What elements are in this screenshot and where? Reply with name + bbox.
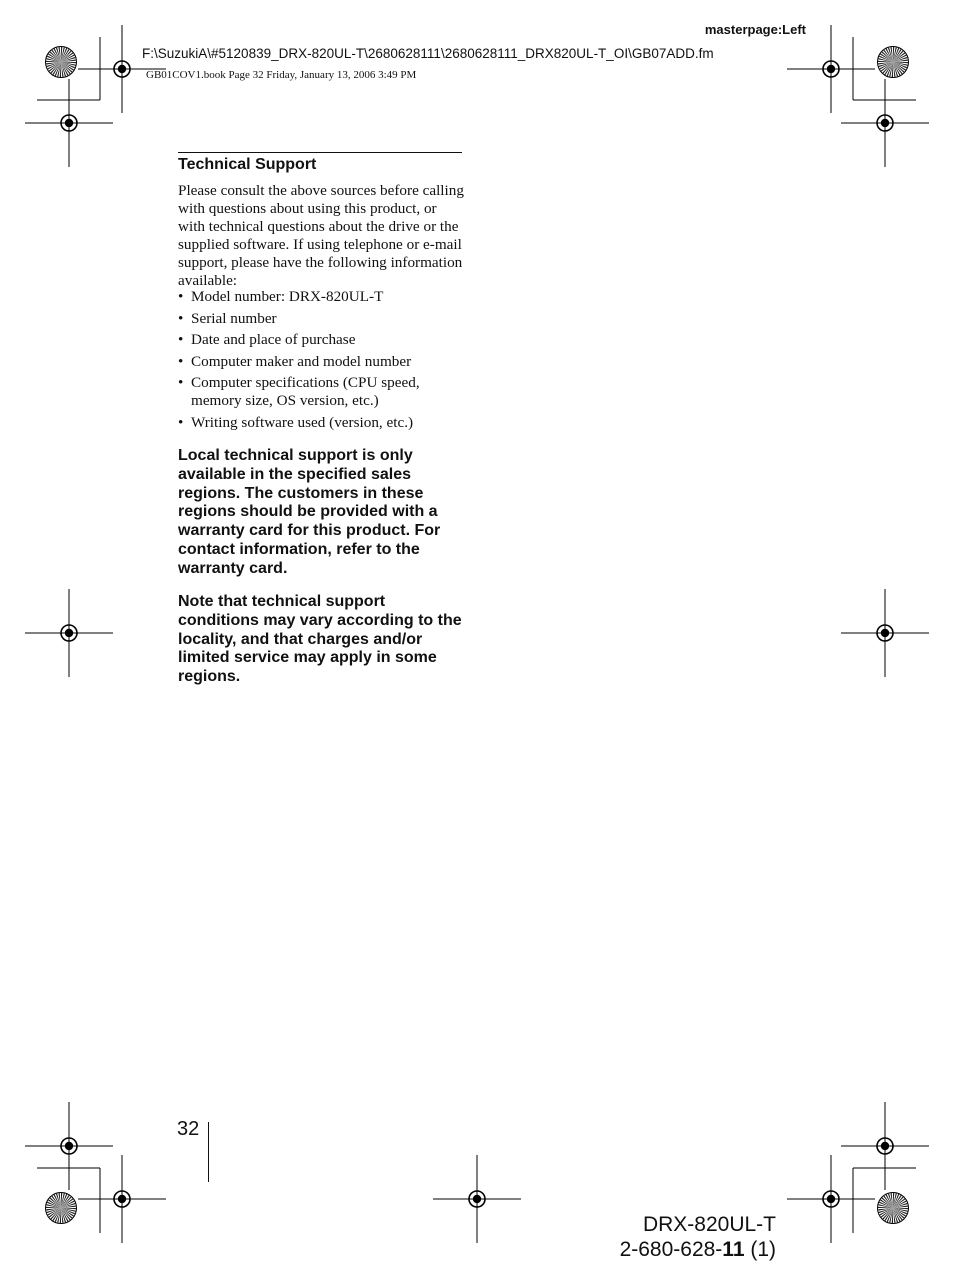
star-target-mark [878,47,909,78]
part-number [620,1237,776,1262]
registration-mark [433,1155,521,1243]
list-item: • Date and place of purchase [178,331,468,349]
section-rule [178,152,462,153]
file-path: F:\SuzukiA\#5120839_DRX-820UL-T\2680628111\2680628111_DRX820UL-T_OI\GB07ADD.fm [142,46,714,61]
model-name: DRX-820UL-T [642,1213,776,1236]
star-target-mark [46,47,77,78]
part-number-suffix: (1) [744,1238,776,1261]
list-item: • Serial number [178,310,468,328]
section-title: Technical Support [178,156,317,173]
model-block [620,1212,776,1262]
registration-mark [841,589,929,677]
local-support-note: Local technical support is only available in the specified sales regions. The customers in these regions should be provided with a warranty card for this product. For contact information, refer to the warranty card. [178,447,441,577]
registration-mark [841,1102,929,1190]
list-item: • Computer maker and model number [178,353,468,371]
registration-mark [841,79,929,167]
list-item: • Computer specifications (CPU speed, memory size, OS version, etc.) [178,374,468,410]
page-number-rule [208,1122,209,1182]
part-number-bold: 11 [722,1238,745,1261]
conditions-note: Note that technical support conditions may vary according to the locality, and that charges and/or limited service may apply in some regions. [178,593,462,686]
part-number-prefix: 2-680-628- [619,1238,723,1261]
intro-paragraph: Please consult the above sources before calling with questions about using this product, or with technical questions about the drive or the supplied software. If using telephone or e-mail support, please have the following information available: [178,182,464,289]
list-item: • Writing software used (version, etc.) [178,414,468,432]
star-target-mark [878,1193,909,1224]
info-list [178,288,468,436]
masterpage-label: masterpage:Left [704,22,806,37]
star-target-mark [46,1193,77,1224]
list-item: • Model number: DRX-820UL-T [178,288,468,306]
book-info: GB01COV1.book Page 32 Friday, January 13, 2006 3:49 PM [146,69,417,81]
page-number: 32 [177,1118,200,1140]
registration-mark [25,589,113,677]
